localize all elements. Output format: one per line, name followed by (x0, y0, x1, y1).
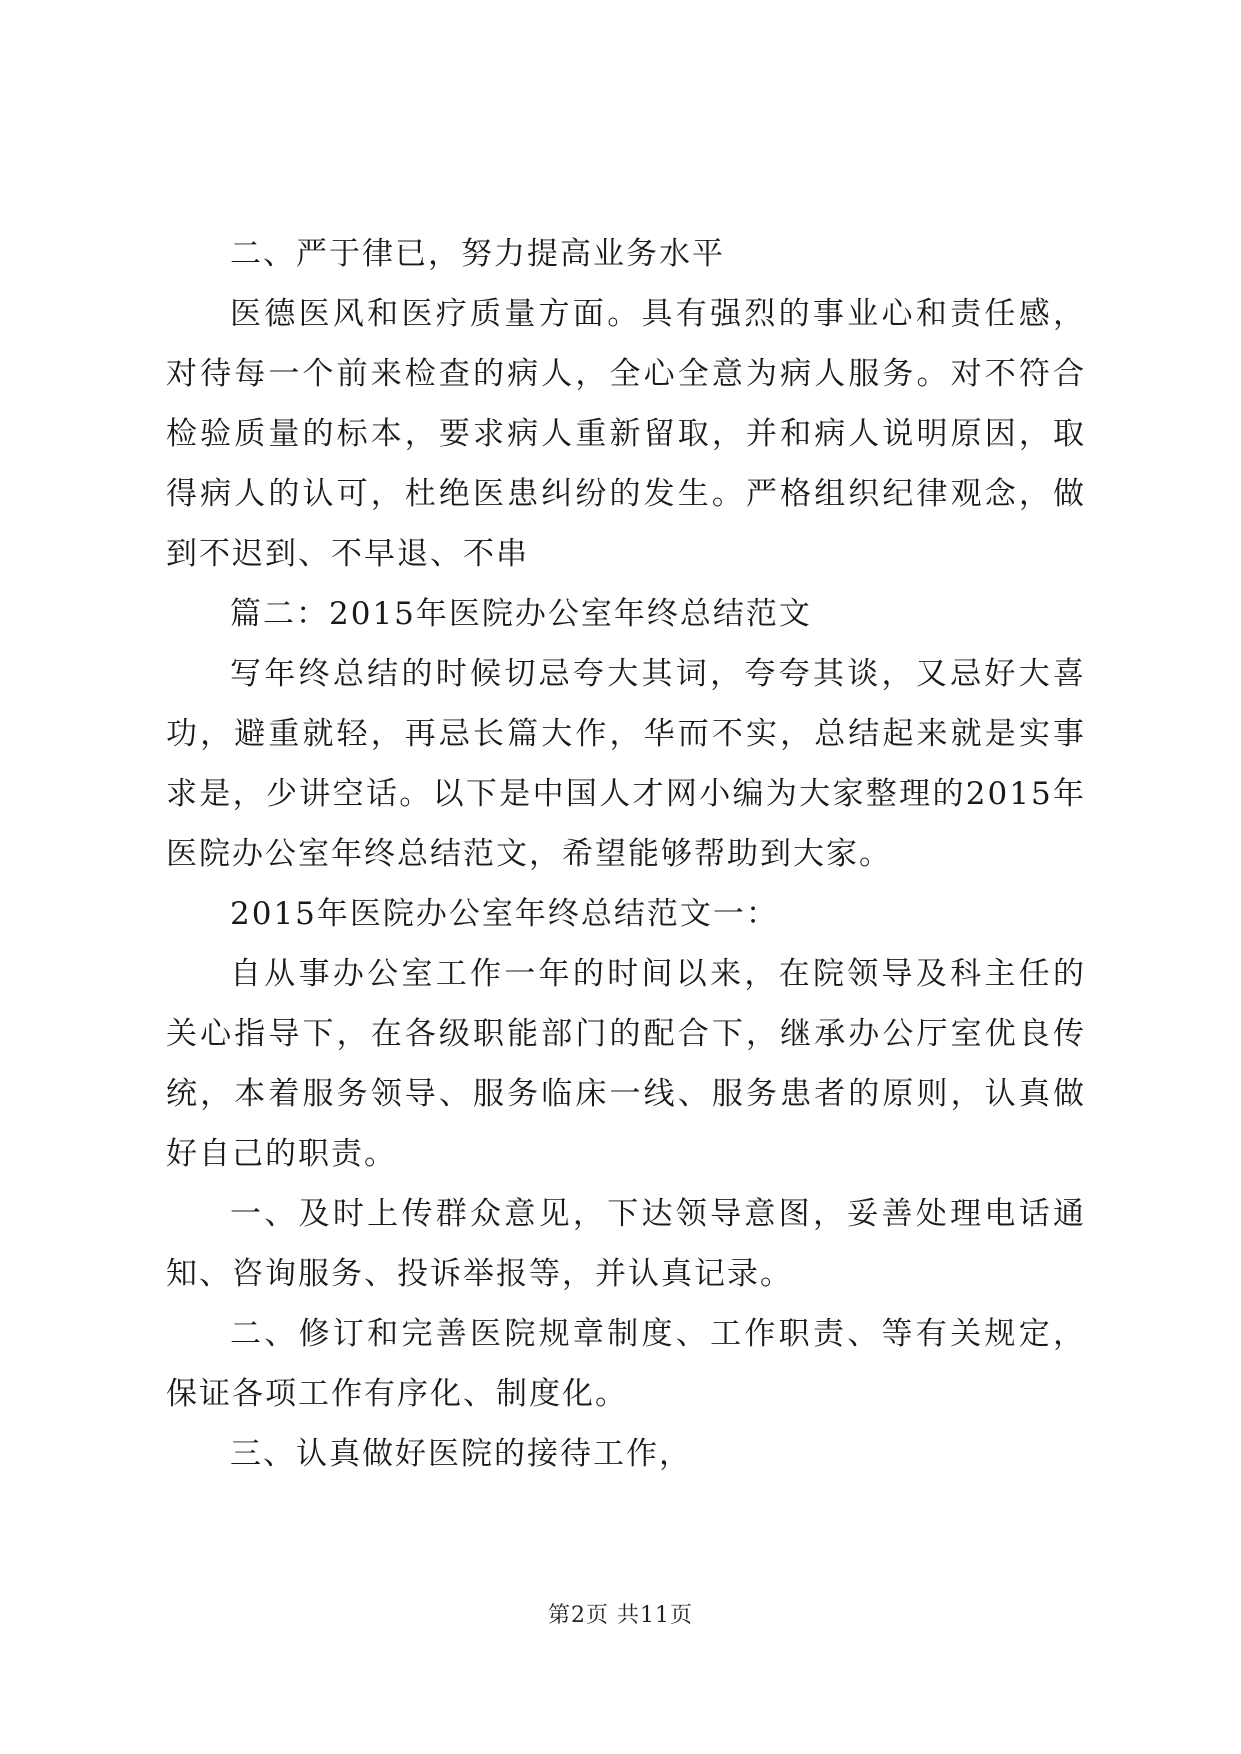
subheading: 2015年医院办公室年终总结范文一： (230, 896, 779, 932)
paragraph: 医德医风和医疗质量方面。具有强烈的事业心和责任感，对待每一个前来检查的病人，全心全意为病人服务。对不符合检验质量的标本，要求病人重新留取，并和病人说明原因，取得病人的认可，杜绝医患纠纷的发生。严格组织纪律观念，做到不迟到、不早退、不串 (166, 296, 1086, 572)
section-heading: 二、严于律已，努力提高业务水平 (230, 236, 725, 272)
article-heading: 篇二：2015年医院办公室年终总结范文 (230, 596, 812, 632)
page-number-footer: 第2页 共11页 (548, 1603, 693, 1628)
list-item: 二、修订和完善医院规章制度、工作职责、等有关规定，保证各项工作有序化、制度化。 (166, 1316, 1086, 1412)
document-body (166, 224, 1086, 1484)
list-item: 三、认真做好医院的接待工作， (230, 1436, 692, 1472)
paragraph: 自从事办公室工作一年的时间以来，在院领导及科主任的关心指导下，在各级职能部门的配合下，继承办公厅室优良传统，本着服务领导、服务临床一线、服务患者的原则，认真做好自己的职责。 (166, 956, 1086, 1172)
list-item: 一、及时上传群众意见，下达领导意图，妥善处理电话通知、咨询服务、投诉举报等，并认真记录。 (166, 1196, 1086, 1292)
paragraph: 写年终总结的时候切忌夸大其词，夸夸其谈，又忌好大喜功，避重就轻，再忌长篇大作，华而不实，总结起来就是实事求是，少讲空话。以下是中国人才网小编为大家整理的2015年医院办公室年终总结范文，希望能够帮助到大家。 (166, 656, 1086, 872)
